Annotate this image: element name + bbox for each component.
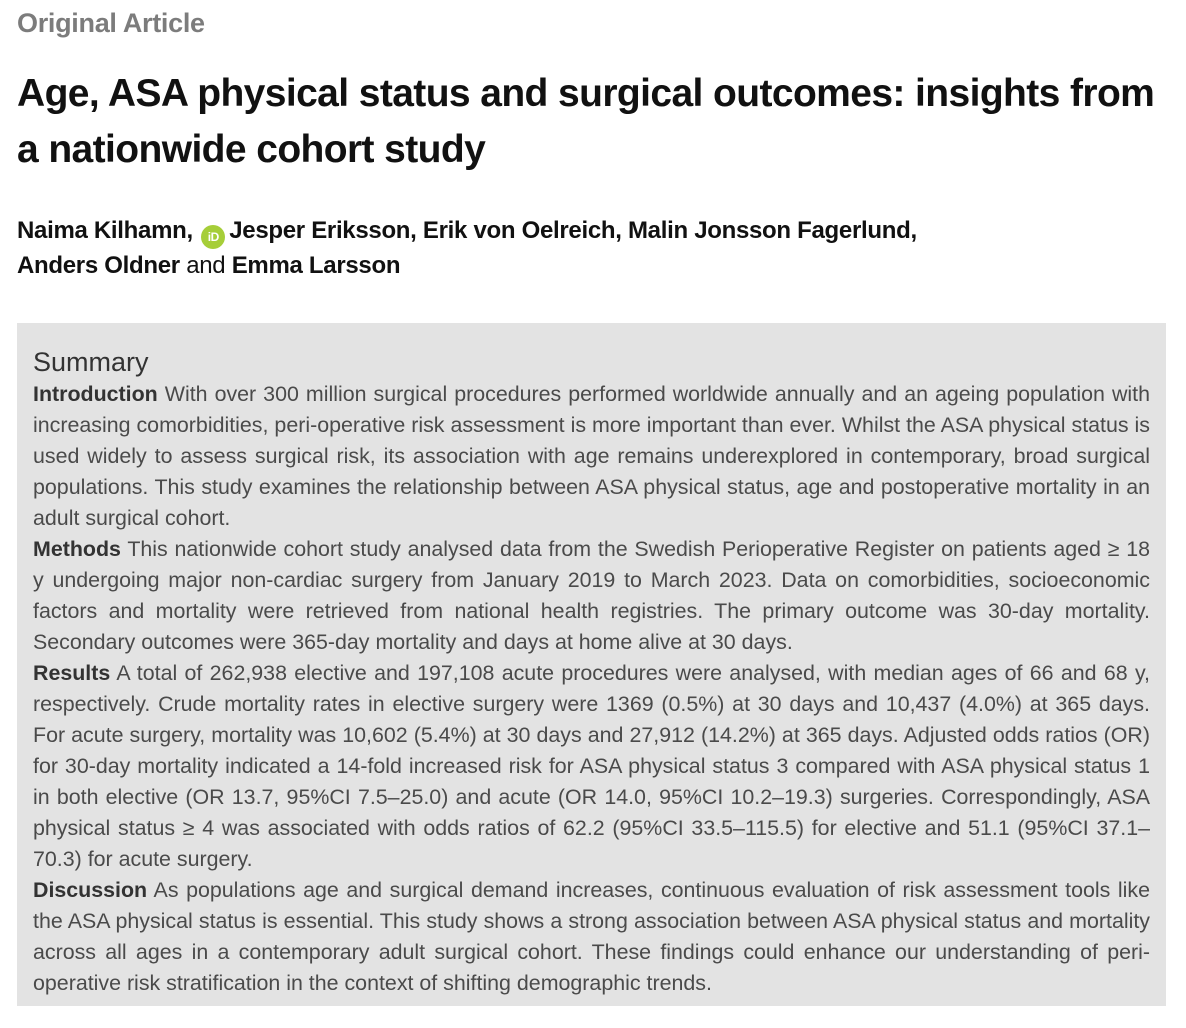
section-text-methods: This nationwide cohort study analysed data from the Swedish Perioperative Register on patients aged ≥ 18 y undergoing major non-cardiac surgery from January 2019 to March 2023. Data on comorbidities, socioeconomic factors and mortality were retrieved from national health registries. The primary outcome was 30-day mortality. Secondary outcomes were 365-day mortality and days at home alive at 30 days. <box>33 537 1150 654</box>
summary-methods <box>33 534 1150 658</box>
author-list <box>17 214 1117 283</box>
section-label-methods: Methods <box>33 537 121 561</box>
author-name[interactable]: Emma Larsson <box>231 252 401 279</box>
section-text-results: A total of 262,938 elective and 197,108 acute procedures were analysed, with median ages of 66 and 68 y, respectively. Crude mortality rates in elective surgery were 1369 (0.5%) at 30 days and 10,437 (4.0%) at 365 days. For acute surgery, mortality was 10,602 (5.4%) at 30 days and 27,912 (14.2%) at 365 days. Adjusted odds ratios (OR) for 30-day mortality indicated a 14-fold increased risk for ASA physical status 3 compared with ASA physical status 1 in both elective (OR 13.7, 95%CI 7.5–25.0) and acute (OR 14.0, 95%CI 10.2–19.3) surgeries. Correspondingly, ASA physical status ≥ 4 was associated with odds ratios of 62.2 (95%CI 33.5–115.5) for elective and 51.1 (95%CI 37.1–70.3) for acute surgery. <box>33 661 1150 871</box>
section-label-introduction: Introduction <box>33 382 158 406</box>
section-label-discussion: Discussion <box>33 878 148 902</box>
orcid-icon[interactable]: iD <box>201 225 225 249</box>
article-title: Age, ASA physical status and surgical outcomes: insights from a nationwide cohort study <box>17 72 1155 171</box>
section-text-introduction: With over 300 million surgical procedures performed worldwide annually and an ageing population with increasing comorbidities, peri-operative risk assessment is more important than ever. Whilst the ASA physical status is used widely to assess surgical risk, its association with age remains underexplored in contemporary, broad surgical populations. This study examines the relationship between ASA physical status, age and postoperative mortality in an adult surgical cohort. <box>33 382 1150 530</box>
summary-discussion <box>33 875 1150 999</box>
article-type-label: Original Article <box>17 8 205 38</box>
author-name[interactable]: Jesper Eriksson, <box>229 217 417 244</box>
author-name[interactable]: Anders Oldner <box>17 252 180 279</box>
summary-heading: Summary <box>33 347 149 377</box>
summary-results <box>33 658 1150 875</box>
summary-box <box>17 323 1166 1006</box>
author-name[interactable]: Malin Jonsson Fagerlund, <box>627 217 917 244</box>
summary-introduction <box>33 379 1150 534</box>
author-name[interactable]: Naima Kilhamn, <box>17 217 193 244</box>
author-conjunction: and <box>186 252 226 279</box>
author-name[interactable]: Erik von Oelreich, <box>422 217 622 244</box>
section-text-discussion: As populations age and surgical demand increases, continuous evaluation of risk assessment tools like the ASA physical status is essential. This study shows a strong association between ASA physical status and mortality across all ages in a contemporary adult surgical cohort. These findings could enhance our understanding of peri-operative risk stratification in the context of shifting demographic trends. <box>33 878 1150 995</box>
section-label-results: Results <box>33 661 111 685</box>
